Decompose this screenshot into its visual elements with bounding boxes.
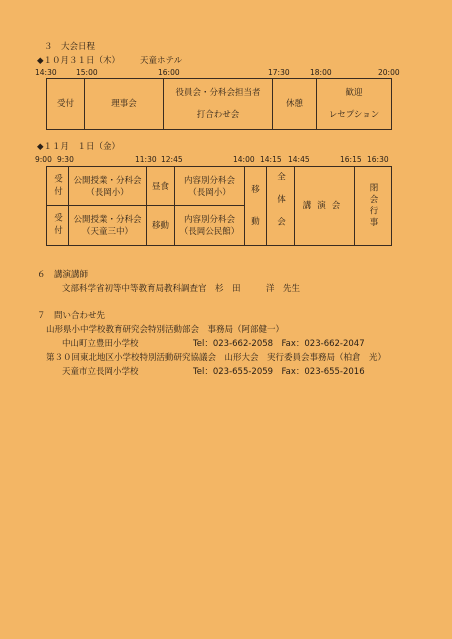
section6-heading: ６ 講演講師	[37, 270, 89, 280]
rest-label: 休憩	[285, 99, 303, 109]
welcome-label-1: 歓迎	[345, 88, 363, 98]
contact2-tel: Tel：023-655-2059 Fax：023-655-2016	[193, 367, 365, 377]
class-a-label-1: 公開授業・分科会	[73, 175, 142, 186]
day1-time: 20:00	[378, 68, 400, 77]
day1-time: 16:00	[158, 68, 180, 77]
contact1-school: 中山町立豊田小学校	[62, 339, 139, 349]
reception-label: 受付	[52, 174, 63, 199]
class-b-label-2: （天童三中）	[81, 226, 133, 237]
move-label-1: 移	[251, 185, 260, 195]
class-a-label-2: （長岡小）	[86, 187, 129, 198]
lunch-label: 昼食	[151, 181, 169, 192]
day1-officers-cell	[164, 79, 273, 129]
day2-time: 16:30	[367, 155, 389, 164]
section3-heading: ３ 大会日程	[44, 42, 96, 52]
divider	[175, 205, 245, 206]
day2-time: 14:00	[233, 155, 255, 164]
research-b-label-2: （長岡公民館）	[179, 226, 240, 237]
lecture-label: 講演会	[302, 201, 347, 211]
day2-date: ◆１１月 １日（金）	[37, 142, 121, 152]
day2-plenary-cell	[267, 167, 295, 245]
research-a-label-1: 内容別分科会	[183, 175, 235, 186]
divider	[147, 205, 175, 206]
day2-time: 11:30	[135, 155, 157, 164]
board-label: 理事会	[111, 99, 137, 109]
day1-time: 15:00	[76, 68, 98, 77]
day2-class-b-cell	[69, 206, 147, 245]
day2-lunch-cell	[147, 167, 175, 206]
officers-label-1: 役員会・分科会担当者	[175, 88, 261, 98]
day2-time: 14:15	[260, 155, 282, 164]
day2-reception-cell-bottom	[47, 206, 69, 245]
research-a-label-2: （長岡小）	[188, 187, 231, 198]
day1-board-cell	[85, 79, 164, 129]
day1-rest-cell	[273, 79, 317, 129]
day2-time: 12:45	[161, 155, 183, 164]
contact2-org: 第３０回東北地区小学校特別活動研究協議会 山形大会 実行委員会事務局（柏倉 光）	[46, 353, 387, 363]
officers-label-2: 打合わせ会	[196, 110, 240, 120]
research-b-label-1: 内容別分科会	[183, 214, 235, 225]
move-label-2: 動	[251, 217, 260, 227]
day1-reception-cell	[47, 79, 85, 129]
reception-label: 受付	[52, 213, 63, 238]
reception-label: 受付	[56, 99, 74, 109]
day2-transfer-cell	[147, 206, 175, 245]
day2-time: 14:45	[288, 155, 310, 164]
contact2-school: 天童市立長岡小学校	[62, 367, 139, 377]
class-b-label-1: 公開授業・分科会	[73, 214, 142, 225]
day1-schedule-table	[46, 78, 392, 130]
day1-venue: 天童ホテル	[140, 56, 183, 66]
day2-lecture-cell	[295, 167, 355, 245]
day2-move-cell	[245, 167, 267, 245]
closing-label: 閉会行事	[368, 183, 378, 229]
plenary-label: 全体会	[275, 172, 286, 240]
day1-welcome-cell	[317, 79, 391, 129]
day2-research-a-cell	[175, 167, 245, 206]
divider	[47, 205, 69, 206]
day2-reception-cell-top	[47, 167, 69, 206]
welcome-label-2: レセプション	[328, 110, 380, 120]
lecturer-name: 文部科学省初等中等教育局教科調査官 杉 田 洋 先生	[62, 284, 301, 294]
day1-date: ◆１０月３１日（木）	[37, 56, 121, 66]
day2-closing-cell	[355, 167, 391, 245]
day2-time: 9:00	[35, 155, 52, 164]
day2-schedule-table	[46, 166, 392, 246]
section7-heading: ７ 問い合わせ先	[37, 311, 106, 321]
contact1-tel: Tel：023-662-2058 Fax：023-662-2047	[193, 339, 365, 349]
contact1-org: 山形県小中学校教育研究会特別活動部会 事務局（阿部健一）	[46, 325, 285, 335]
day2-time: 9:30	[57, 155, 74, 164]
day2-research-b-cell	[175, 206, 245, 245]
transfer-label: 移動	[151, 220, 169, 231]
day1-time: 18:00	[310, 68, 332, 77]
day1-time: 14:30	[35, 68, 57, 77]
day1-time: 17:30	[268, 68, 290, 77]
day2-class-a-cell	[69, 167, 147, 206]
day2-time: 16:15	[340, 155, 362, 164]
divider	[69, 205, 147, 206]
